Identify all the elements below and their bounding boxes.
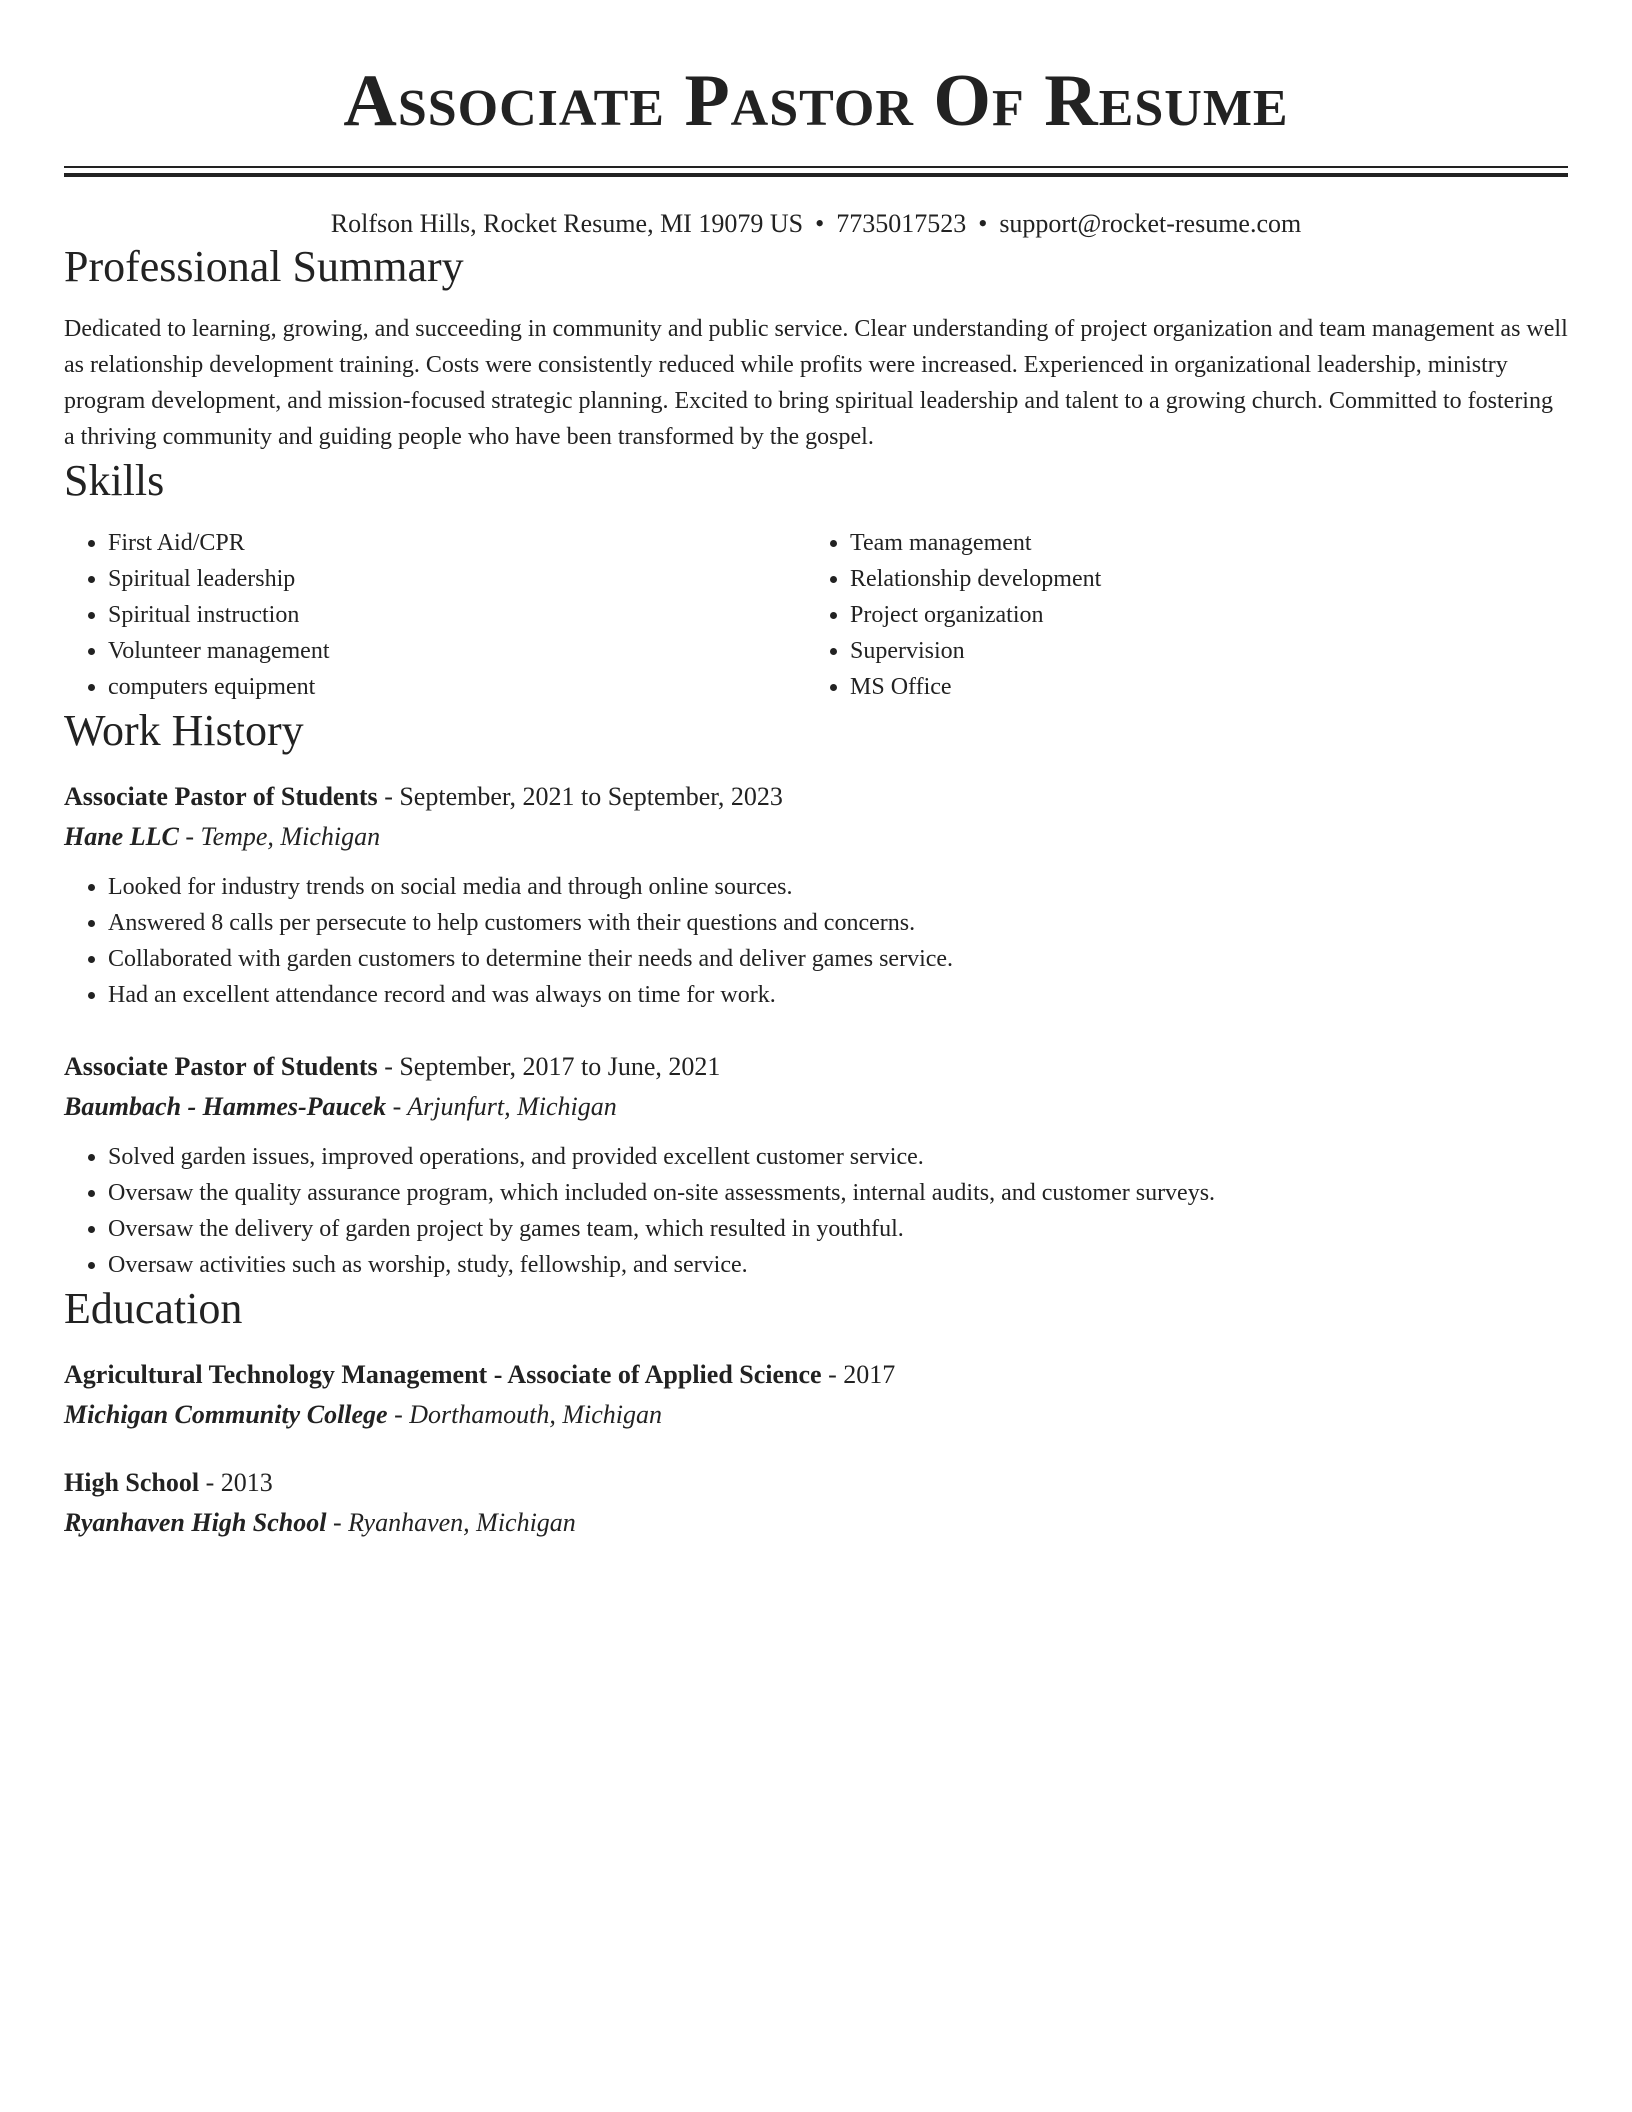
duty-item: • Answered 8 calls per persecute to help customers with their questions and concerns. (108, 905, 1568, 941)
school-name: Michigan Community College (64, 1400, 388, 1429)
duty-item: • Oversaw the delivery of garden project by games team, which resulted in youthful. (108, 1211, 1568, 1247)
skill-item: • Supervision (850, 633, 1548, 669)
job-title: Associate Pastor of Students (64, 782, 378, 811)
skills-columns (64, 525, 1568, 705)
job-entry (64, 1047, 1568, 1283)
duty-item: • Looked for industry trends on social media and through online sources. (108, 869, 1568, 905)
duty-item: • Oversaw the quality assurance program, which included on-site assessments, internal audits, and customer surveys. (108, 1175, 1568, 1211)
company-name: Hane LLC (64, 822, 179, 851)
resume-page (64, 0, 1568, 1543)
education-header (64, 1463, 1568, 1503)
education-year: - 2013 (199, 1468, 273, 1497)
degree-name: High School (64, 1468, 200, 1497)
school-name: Ryanhaven High School (64, 1508, 327, 1537)
skill-item: • First Aid/CPR (108, 525, 806, 561)
skills-list-right (806, 525, 1548, 705)
job-header (64, 1047, 1568, 1087)
bullet-separator: • (978, 209, 988, 238)
contact-line (64, 207, 1568, 241)
education-heading: Education (64, 1284, 243, 1333)
summary-text: Dedicated to learning, growing, and succeeding in community and public service. Clear understanding of project organization and team management as well as relationship development training. Costs were consistently reduced while profits were increased. Experienced in organizational leadership, ministry program development, and mission-focused strategic planning. Excited to bring spiritual leadership and talent to a growing church. Committed to fostering a thriving community and guiding people who have been transformed by the gospel. (64, 316, 1568, 450)
job-employer (64, 1087, 1568, 1127)
job-header (64, 777, 1568, 817)
contact-address: Rolfson Hills, Rocket Resume, MI 19079 US (330, 209, 804, 238)
contact-phone[interactable]: 7735017523 (836, 209, 967, 238)
job-duties (64, 1139, 1568, 1283)
duty-item: • Solved garden issues, improved operations, and provided excellent customer service. (108, 1139, 1568, 1175)
duty-item: • Had an excellent attendance record and was always on time for work. (108, 977, 1568, 1013)
skill-item: • Relationship development (850, 561, 1548, 597)
title-divider (64, 166, 1568, 177)
education-entry (64, 1463, 1568, 1543)
job-title: Associate Pastor of Students (64, 1052, 378, 1081)
summary-heading: Professional Summary (64, 242, 464, 291)
education-header (64, 1355, 1568, 1395)
school-location: - Ryanhaven, Michigan (326, 1508, 576, 1537)
skill-item: • MS Office (850, 669, 1548, 705)
contact-email[interactable]: support@rocket-resume.com (999, 209, 1302, 238)
job-duties (64, 869, 1568, 1013)
resume-title: Associate Pastor Of Resume (343, 60, 1289, 142)
bullet-separator: • (815, 209, 825, 238)
job-employer (64, 817, 1568, 857)
school-location: - Dorthamouth, Michigan (387, 1400, 663, 1429)
skills-heading: Skills (64, 456, 165, 505)
duty-item: • Collaborated with garden customers to determine their needs and deliver games service. (108, 941, 1568, 977)
degree-name: Agricultural Technology Management - Associate of Applied Science (64, 1360, 822, 1389)
work-history-heading: Work History (64, 706, 304, 755)
company-name: Baumbach - Hammes-Paucek (64, 1092, 387, 1121)
skill-item: • Spiritual instruction (108, 597, 806, 633)
duty-item: • Oversaw activities such as worship, study, fellowship, and service. (108, 1247, 1568, 1283)
education-year: - 2017 (821, 1360, 896, 1389)
job-location: - Tempe, Michigan (178, 822, 381, 851)
skill-item: • Spiritual leadership (108, 561, 806, 597)
skills-list-left (64, 525, 806, 705)
job-location: - Arjunfurt, Michigan (386, 1092, 617, 1121)
job-entry (64, 777, 1568, 1013)
education-school (64, 1503, 1568, 1543)
job-dates: - September, 2021 to September, 2023 (377, 782, 783, 811)
skill-item: • computers equipment (108, 669, 806, 705)
skill-item: • Team management (850, 525, 1548, 561)
job-dates: - September, 2017 to June, 2021 (377, 1052, 721, 1081)
skill-item: • Project organization (850, 597, 1548, 633)
education-entry (64, 1355, 1568, 1435)
skill-item: • Volunteer management (108, 633, 806, 669)
education-school (64, 1395, 1568, 1435)
